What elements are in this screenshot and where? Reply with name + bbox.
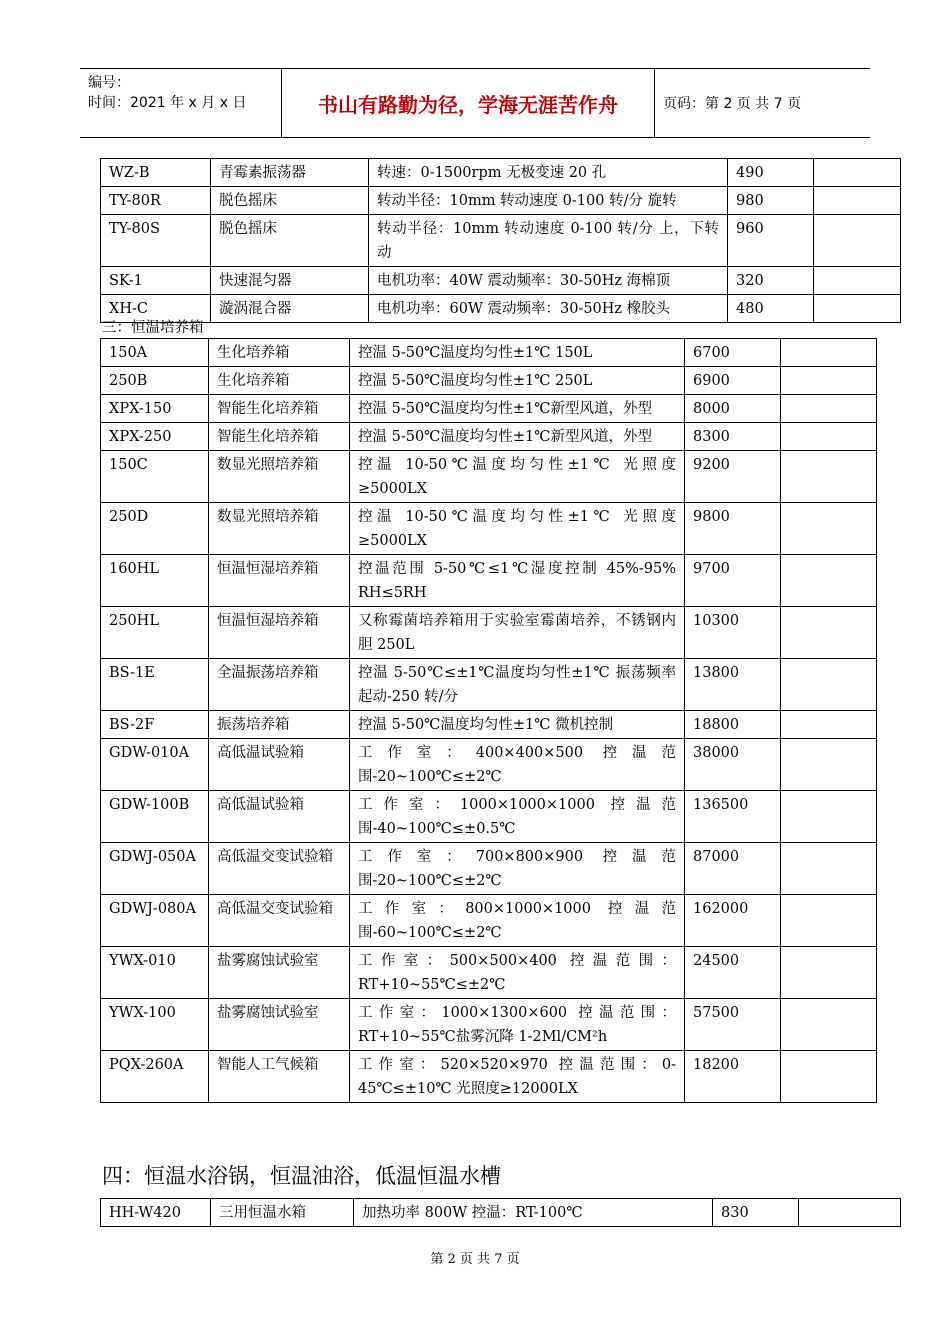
spec-cell: 工作室：500×500×400 控温范围：RT+10~55℃≤±2℃ (350, 947, 685, 999)
table-row (101, 555, 877, 607)
note-cell (781, 503, 877, 555)
spec-cell: 电机功率：60W 震动频率：30-50Hz 橡胶头 (369, 295, 728, 323)
note-cell (781, 659, 877, 711)
model-cell: GDW-010A (101, 739, 209, 791)
price-cell: 6700 (685, 339, 781, 367)
price-cell: 9200 (685, 451, 781, 503)
spec-cell: 工作室：1000×1000×1000 控温范围-40~100℃≤±0.5℃ (350, 791, 685, 843)
model-cell: 250HL (101, 607, 209, 659)
table-row (101, 659, 877, 711)
price-cell: 13800 (685, 659, 781, 711)
note-cell (781, 791, 877, 843)
note-cell (781, 947, 877, 999)
price-cell: 8300 (685, 423, 781, 451)
name-cell: 数显光照培养箱 (209, 503, 350, 555)
price-cell: 320 (728, 267, 814, 295)
note-cell (781, 451, 877, 503)
spec-cell: 控温 5-50℃≤±1℃温度均匀性±1℃ 振荡频率起动-250 转/分 (350, 659, 685, 711)
name-cell: 恒温恒湿培养箱 (209, 555, 350, 607)
model-cell: HH-W420 (101, 1199, 211, 1227)
name-cell: 数显光照培养箱 (209, 451, 350, 503)
spec-cell: 转速：0-1500rpm 无极变速 20 孔 (369, 159, 728, 187)
note-cell (814, 267, 901, 295)
spec-cell: 工作室：400×400×500 控温范围-20~100℃≤±2℃ (350, 739, 685, 791)
table-row (101, 423, 877, 451)
header-page-info: 页码：第 2 页 共 7 页 (663, 96, 802, 112)
model-cell: PQX-260A (101, 1051, 209, 1103)
price-cell: 38000 (685, 739, 781, 791)
model-cell: XPX-150 (101, 395, 209, 423)
section4-title: 四：恒温水浴锅，恒温油浴，低温恒温水槽 (102, 1164, 501, 1188)
note-cell (814, 159, 901, 187)
spec-cell: 转动半径：10mm 转动速度 0-100 转/分 旋转 (369, 187, 728, 215)
header-meta (80, 69, 282, 137)
note-cell (781, 999, 877, 1051)
name-cell: 智能生化培养箱 (209, 423, 350, 451)
table-row (101, 739, 877, 791)
model-cell: XH-C (101, 295, 211, 323)
table-row (101, 843, 877, 895)
section3-title: 三：恒温培养箱 (102, 320, 204, 336)
note-cell (781, 711, 877, 739)
model-cell: YWX-100 (101, 999, 209, 1051)
price-cell: 162000 (685, 895, 781, 947)
note-cell (814, 295, 901, 323)
price-cell: 6900 (685, 367, 781, 395)
time-label: 时间：2021 年 x 月 x 日 (88, 95, 247, 111)
model-cell: TY-80S (101, 215, 211, 267)
note-cell (781, 395, 877, 423)
table-row (101, 367, 877, 395)
price-cell: 57500 (685, 999, 781, 1051)
name-cell: 振荡培养箱 (209, 711, 350, 739)
name-cell: 高低温交变试验箱 (209, 895, 350, 947)
price-cell: 960 (728, 215, 814, 267)
table-row (101, 215, 901, 267)
spec-cell: 控温范围 5-50℃≤1℃湿度控制 45%-95% RH≤5RH (350, 555, 685, 607)
note-cell (814, 215, 901, 267)
name-cell: 脱色摇床 (211, 187, 369, 215)
page-footer: 第 2 页 共 7 页 (430, 1252, 520, 1267)
spec-cell: 电机功率：40W 震动频率：30-50Hz 海棉顶 (369, 267, 728, 295)
price-cell: 18200 (685, 1051, 781, 1103)
model-cell: 150A (101, 339, 209, 367)
name-cell: 高低温交变试验箱 (209, 843, 350, 895)
spec-cell: 控温 5-50℃温度均匀性±1℃新型风道，外型 (350, 423, 685, 451)
table-row (101, 339, 877, 367)
model-cell: GDW-100B (101, 791, 209, 843)
model-cell: YWX-010 (101, 947, 209, 999)
water-bath-table (100, 1198, 901, 1227)
table-row (101, 999, 877, 1051)
price-cell: 87000 (685, 843, 781, 895)
note-cell (781, 739, 877, 791)
name-cell: 漩涡混合器 (211, 295, 369, 323)
name-cell: 智能人工气候箱 (209, 1051, 350, 1103)
note-cell (814, 187, 901, 215)
model-cell: GDWJ-050A (101, 843, 209, 895)
price-cell: 980 (728, 187, 814, 215)
model-cell: SK-1 (101, 267, 211, 295)
table-row (101, 159, 901, 187)
header-motto: 书山有路勤为径，学海无涯苦作舟 (282, 69, 655, 137)
table-row (101, 187, 901, 215)
spec-cell: 工作室：700×800×900 控温范围-20~100℃≤±2℃ (350, 843, 685, 895)
model-cell: 250D (101, 503, 209, 555)
model-cell: WZ-B (101, 159, 211, 187)
name-cell: 高低温试验箱 (209, 791, 350, 843)
incubator-table (100, 338, 877, 1103)
spec-cell: 工作室：520×520×970 控温范围：0-45℃≤±10℃ 光照度≥12000LX (350, 1051, 685, 1103)
note-cell (781, 895, 877, 947)
price-cell: 9700 (685, 555, 781, 607)
model-cell: XPX-250 (101, 423, 209, 451)
note-cell (781, 555, 877, 607)
table-row (101, 791, 877, 843)
model-cell: 150C (101, 451, 209, 503)
table-row (101, 451, 877, 503)
table-row (101, 267, 901, 295)
spec-cell: 加热功率 800W 控温：RT-100℃ (354, 1199, 713, 1227)
model-cell: BS-2F (101, 711, 209, 739)
price-cell: 18800 (685, 711, 781, 739)
price-cell: 830 (713, 1199, 799, 1227)
table-row (101, 947, 877, 999)
table-row (101, 607, 877, 659)
spec-cell: 又称霉菌培养箱用于实验室霉菌培养，不锈钢内胆 250L (350, 607, 685, 659)
spec-cell: 控温 5-50℃温度均匀性±1℃ 250L (350, 367, 685, 395)
model-cell: GDWJ-080A (101, 895, 209, 947)
price-cell: 8000 (685, 395, 781, 423)
name-cell: 盐雾腐蚀试验室 (209, 999, 350, 1051)
table-row (101, 395, 877, 423)
name-cell: 三用恒温水箱 (211, 1199, 354, 1227)
table-row (101, 711, 877, 739)
price-cell: 490 (728, 159, 814, 187)
shaker-table (100, 158, 901, 323)
note-cell (781, 843, 877, 895)
spec-cell: 控温 10-50℃温度均匀性±1℃ 光照度≥5000LX (350, 451, 685, 503)
number-label: 编号： (88, 75, 130, 91)
spec-cell: 控温 5-50℃温度均匀性±1℃新型风道，外型 (350, 395, 685, 423)
spec-cell: 转动半径：10mm 转动速度 0-100 转/分 上，下转动 (369, 215, 728, 267)
price-cell: 9800 (685, 503, 781, 555)
table-row (101, 503, 877, 555)
page-header (80, 68, 870, 138)
name-cell: 生化培养箱 (209, 339, 350, 367)
table-row (101, 895, 877, 947)
note-cell (781, 367, 877, 395)
spec-cell: 控温 5-50℃温度均匀性±1℃ 150L (350, 339, 685, 367)
model-cell: 160HL (101, 555, 209, 607)
name-cell: 快速混匀器 (211, 267, 369, 295)
spec-cell: 工作室：800×1000×1000 控温范围-60~100℃≤±2℃ (350, 895, 685, 947)
spec-cell: 控温 5-50℃温度均匀性±1℃ 微机控制 (350, 711, 685, 739)
price-cell: 480 (728, 295, 814, 323)
price-cell: 136500 (685, 791, 781, 843)
spec-cell: 控温 10-50℃温度均匀性±1℃ 光照度≥5000LX (350, 503, 685, 555)
name-cell: 生化培养箱 (209, 367, 350, 395)
model-cell: BS-1E (101, 659, 209, 711)
name-cell: 智能生化培养箱 (209, 395, 350, 423)
name-cell: 全温振荡培养箱 (209, 659, 350, 711)
price-cell: 24500 (685, 947, 781, 999)
table-row (101, 295, 901, 323)
note-cell (781, 339, 877, 367)
name-cell: 脱色摇床 (211, 215, 369, 267)
name-cell: 恒温恒湿培养箱 (209, 607, 350, 659)
note-cell (781, 1051, 877, 1103)
model-cell: TY-80R (101, 187, 211, 215)
name-cell: 高低温试验箱 (209, 739, 350, 791)
table-row (101, 1051, 877, 1103)
note-cell (799, 1199, 901, 1227)
model-cell: 250B (101, 367, 209, 395)
note-cell (781, 423, 877, 451)
name-cell: 青霉素振荡器 (211, 159, 369, 187)
table-row (101, 1199, 901, 1227)
price-cell: 10300 (685, 607, 781, 659)
name-cell: 盐雾腐蚀试验室 (209, 947, 350, 999)
note-cell (781, 607, 877, 659)
spec-cell: 工作室：1000×1300×600 控温范围：RT+10~55℃盐雾沉降 1-2Ml/CM²h (350, 999, 685, 1051)
